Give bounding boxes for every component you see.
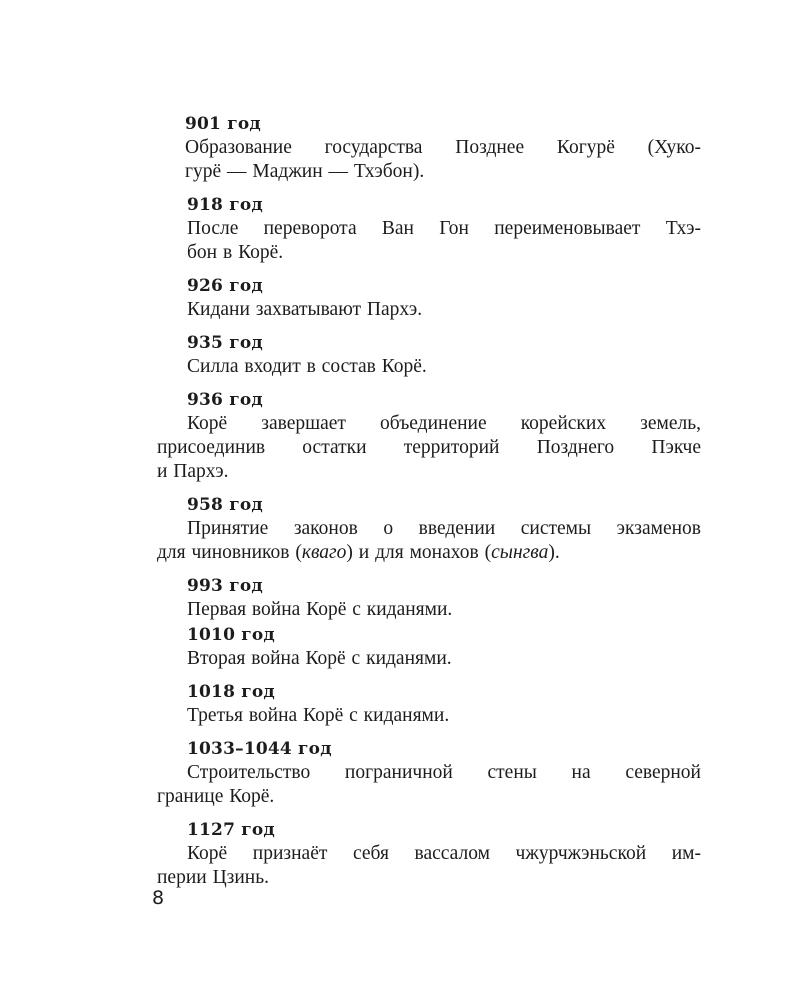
entry-901 [185,112,701,184]
entry-text-line: Корё завершает объединение корейских земель, [187,413,701,434]
entry-918 [187,193,701,265]
entry-text-line: присоединив остатки территорий Позднего Пэкче [157,437,701,458]
entry-1127 [157,818,701,890]
entry-year: 993 год [187,576,263,596]
entry-text-line: гурё — Маджин — Тхэбон). [185,161,425,182]
entry-text-line: Кидани захватывают Пархэ. [187,299,423,320]
entry-text-line: бон в Корё. [187,242,284,263]
entry-year: 1010 год [187,625,275,645]
entry-text [187,598,701,622]
entry-year: 926 год [187,276,263,296]
entry-958 [157,493,701,565]
entry-text-line: Третья война Корё с киданями. [187,705,450,726]
entry-text [187,298,701,322]
entry-text-segment: ). [548,542,560,563]
entry-text-line: После переворота Ван Гон переименовывает Тхэ- [187,218,701,239]
entry-text-line: и Пархэ. [157,461,229,482]
entry-text [187,647,701,671]
entry-year: 1033–1044 год [187,739,332,759]
entry-year: 936 год [187,390,263,410]
entry-text-line: Образование государства Позднее Когурё (Хуко- [185,137,701,158]
entry-text [187,355,701,379]
entry-935 [187,331,701,379]
entry-text-italic-term: кваго [301,542,347,563]
entry-year: 1018 год [187,682,275,702]
entry-text-line: Первая война Корё с киданями. [187,599,453,620]
page-number: 8 [152,887,165,909]
entry-year: 935 год [187,333,263,353]
entry-year: 1127 год [187,820,275,840]
entry-text-segment: ) и для монахов ( [346,542,492,563]
entry-year: 918 год [187,195,263,215]
entry-text [157,412,701,484]
entry-1018 [187,680,701,728]
entry-text [187,217,701,265]
entry-text-line: Корё признаёт себя вассалом чжурчжэньской им- [187,843,701,864]
entry-993 [187,574,701,622]
entry-text-line: Принятие законов о введении системы экзаменов [187,518,701,539]
entry-926 [187,274,701,322]
entry-text-segment: для чиновников ( [157,542,302,563]
entry-text-line: Вторая война Корё с киданями. [187,648,452,669]
entry-text-line: перии Цзинь. [157,867,270,888]
entry-year: 901 год [185,114,261,134]
entry-1010 [187,623,701,671]
entry-text-line: Строительство пограничной стены на северной [187,762,701,783]
entry-text-italic-term: сынгва [491,542,549,563]
entry-text-line: Силла входит в состав Корё. [187,356,427,377]
entry-year: 958 год [187,495,263,515]
entry-text [157,842,701,890]
entry-text [157,761,701,809]
entry-text [187,704,701,728]
chronology-page [157,112,701,899]
entry-1033-1044 [157,737,701,809]
entry-text [185,136,701,184]
entry-936 [157,388,701,484]
entry-text-line [157,541,701,565]
entry-text [157,517,701,565]
entry-text-line: границе Корё. [157,786,275,807]
